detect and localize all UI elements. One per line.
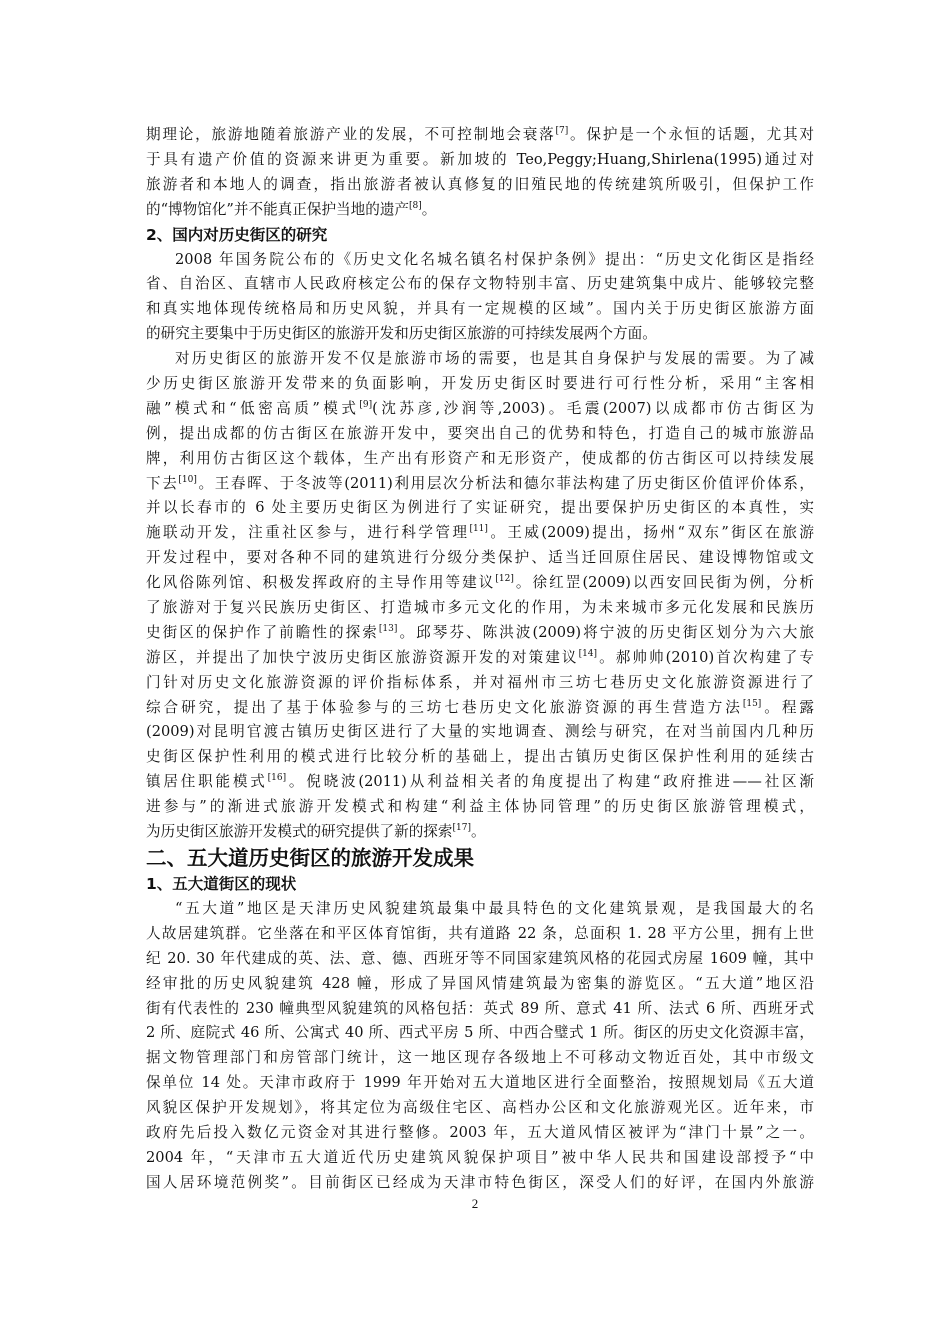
document-body [146, 123, 814, 1196]
citation: [7] [555, 126, 569, 136]
chapter-heading: 二、五大道历史街区的旅游开发成果 [146, 845, 474, 870]
page-number: 2 [471, 1196, 479, 1211]
citation: [9] [359, 399, 373, 410]
text-line: 保单位 14 处。天津市政府于 1999 年开始对五大道地区进行全面整治，按照规划局《五大道 [146, 1074, 814, 1092]
citation: [16] [267, 773, 287, 784]
text-line: 街有代表性的 230 幢典型风貌建筑的风格包括：英式 89 所、意式 41 所、法式 6 所、西班牙式 [146, 999, 814, 1017]
text-line: 进参与”的渐进式旅游开发模式和构建“利益主体协同管理”的历史街区旅游管理模式， [146, 798, 814, 816]
section-heading-domestic-research: 2、国内对历史街区的研究 [146, 225, 328, 244]
text-line: 门针对历史文化旅游资源的评价指标体系，并对福州市三坊七巷历史文化旅游资源进行了 [146, 673, 814, 691]
text-line: 了旅游对于复兴民族历史街区、打造城市多元文化的作用，为未来城市多元化发展和民族历 [146, 599, 814, 617]
text-line: 省、自治区、直辖市人民政府核定公布的保存文物特别丰富、历史建筑集中成片、能够较完整 [146, 275, 814, 293]
citation: [10] [178, 474, 197, 485]
citation: [8] [409, 200, 422, 211]
text-line: 国人居环境范例奖”。目前街区已经成为天津市特色街区，深受人们的好评，在国内外旅游 [146, 1173, 814, 1191]
text-line: 期理论，旅游地随着旅游产业的发展，不可控制地会衰落[7]。保护是一个永恒的话题，尤其对 [146, 126, 814, 143]
text-line: 例，提出成都的仿古街区在旅游开发中，要突出自己的优势和特色，打造自己的城市旅游品 [146, 424, 814, 442]
citation: [11] [469, 524, 488, 535]
text-line: 史街区保护性利用的模式进行比较分析的基础上，提出古镇历史街区保护性利用的延续古 [146, 748, 814, 766]
text-line: 于具有遗产价值的资源来讲更为重要。新加坡的 Teo,Peggy;Huang,Shirlena(1995)通过对 [146, 150, 814, 168]
text-line: 融”模式和“低密高质”模式[9](沈苏彦,沙润等,2003)。毛震(2007)以成都市仿古街区为 [146, 399, 814, 417]
text-line: 下去[10]。王春晖、于冬波等(2011)利用层次分析法和德尔菲法构建了历史街区价值评价体系， [146, 474, 814, 492]
text-line: 开发过程中，要对各种不同的建筑进行分级分类保护、适当迁回原住居民、建设博物馆或文 [146, 549, 814, 567]
text-line: 政府先后投入数亿元资金对其进行整修。2003 年，五大道风情区被评为“津门十景”之一。 [146, 1123, 814, 1141]
text-line: 并以长春市的 6 处主要历史街区为例进行了实证研究，提出要保护历史街区的本真性，实 [146, 499, 814, 517]
text-line: 2 所、庭院式 46 所、公寓式 40 所、西式平房 5 所、中西合璧式 1 所。街区的历史文化资源丰富， [146, 1024, 814, 1042]
text-line: 的研究主要集中于历史街区的旅游开发和历史街区旅游的可持续发展两个方面。 [146, 325, 657, 343]
citation: [14] [578, 648, 598, 659]
text-line: (2009)对昆明官渡古镇历史街区进行了大量的实地调查、测绘与研究，在对当前国内几种历 [146, 723, 814, 741]
text-line: 风貌区保护开发规划》，将其定位为高级住宅区、高档办公区和文化旅游观光区。近年来，市 [146, 1099, 814, 1117]
text-line: 经审批的历史风貌建筑 428 幢，形成了异国风情建筑最为密集的游览区。“五大道”地区沿 [146, 974, 814, 992]
text-line: “五大道”地区是天津历史风貌建筑最集中最具特色的文化建筑景观，是我国最大的名 [175, 899, 814, 917]
citation: [13] [378, 623, 398, 634]
text-line: 施联动开发，注重社区参与，进行科学管理[11]。王威(2009)提出，扬州“双东”街区在旅游 [146, 524, 814, 542]
text-line: 旅游者和本地人的调查，指出旅游者被认真修复的旧殖民地的传统建筑所吸引，但保护工作 [146, 175, 814, 193]
text-line: 的“博物馆化”并不能真正保护当地的遗产[8]。 [146, 200, 437, 218]
text-line: 和真实地体现传统格局和历史风貌，并具有一定规模的区域”。国内关于历史街区旅游方面 [146, 300, 814, 318]
section-heading-status: 1、五大道街区的现状 [146, 874, 297, 893]
text-line: 纪 20. 30 年代建成的英、法、意、德、西班牙等不同国家建筑风格的花园式房屋 1609 幢，其中 [146, 949, 814, 967]
text-line: 史街区的保护作了前瞻性的探索[13]。邱琴芬、陈洪波(2009)将宁波的历史街区划分为六大旅 [146, 623, 814, 641]
text-line: 人故居建筑群。它坐落在和平区体育馆街，共有道路 22 条，总面积 1. 28 平方公里，拥有上世 [146, 924, 814, 942]
text-line: 镇居住职能模式[16]。倪晓波(2011)从利益相关者的角度提出了构建“政府推进——社区渐 [146, 773, 814, 791]
citation: [15] [742, 698, 762, 709]
text-line: 2008 年国务院公布的《历史文化名城名镇名村保护条例》提出：“历史文化街区是指经 [175, 250, 814, 268]
text-line: 2004 年，“天津市五大道近代历史建筑风貌保护项目”被中华人民共和国建设部授予“中 [146, 1148, 814, 1166]
text-line: 综合研究，提出了基于体验参与的三坊七巷历史文化旅游资源的再生营造方法[15]。程露 [146, 698, 814, 716]
text-line: 牌，利用仿古街区这个载体，生产出有形资产和无形资产，使成都的仿古街区可以持续发展 [146, 449, 814, 467]
text-line: 化风俗陈列馆、积极发挥政府的主导作用等建议[12]。徐红罡(2009)以西安回民街为例，分析 [146, 574, 814, 592]
text-line: 对历史街区的旅游开发不仅是旅游市场的需要，也是其自身保护与发展的需要。为了减 [175, 350, 814, 368]
citation: [17] [452, 823, 471, 834]
text-line: 游区，并提出了加快宁波历史街区旅游资源开发的对策建议[14]。郝帅帅(2010)首次构建了专 [146, 648, 814, 666]
citation: [12] [495, 574, 514, 585]
text-line: 为历史街区旅游开发模式的研究提供了新的探索[17]。 [146, 823, 486, 841]
text-line: 据文物管理部门和房管部门统计，这一地区现存各级地上不可移动文物近百处，其中市级文 [146, 1049, 814, 1067]
text-line: 少历史街区旅游开发带来的负面影响，开发历史街区时要进行可行性分析，采用“主客相 [146, 375, 814, 393]
